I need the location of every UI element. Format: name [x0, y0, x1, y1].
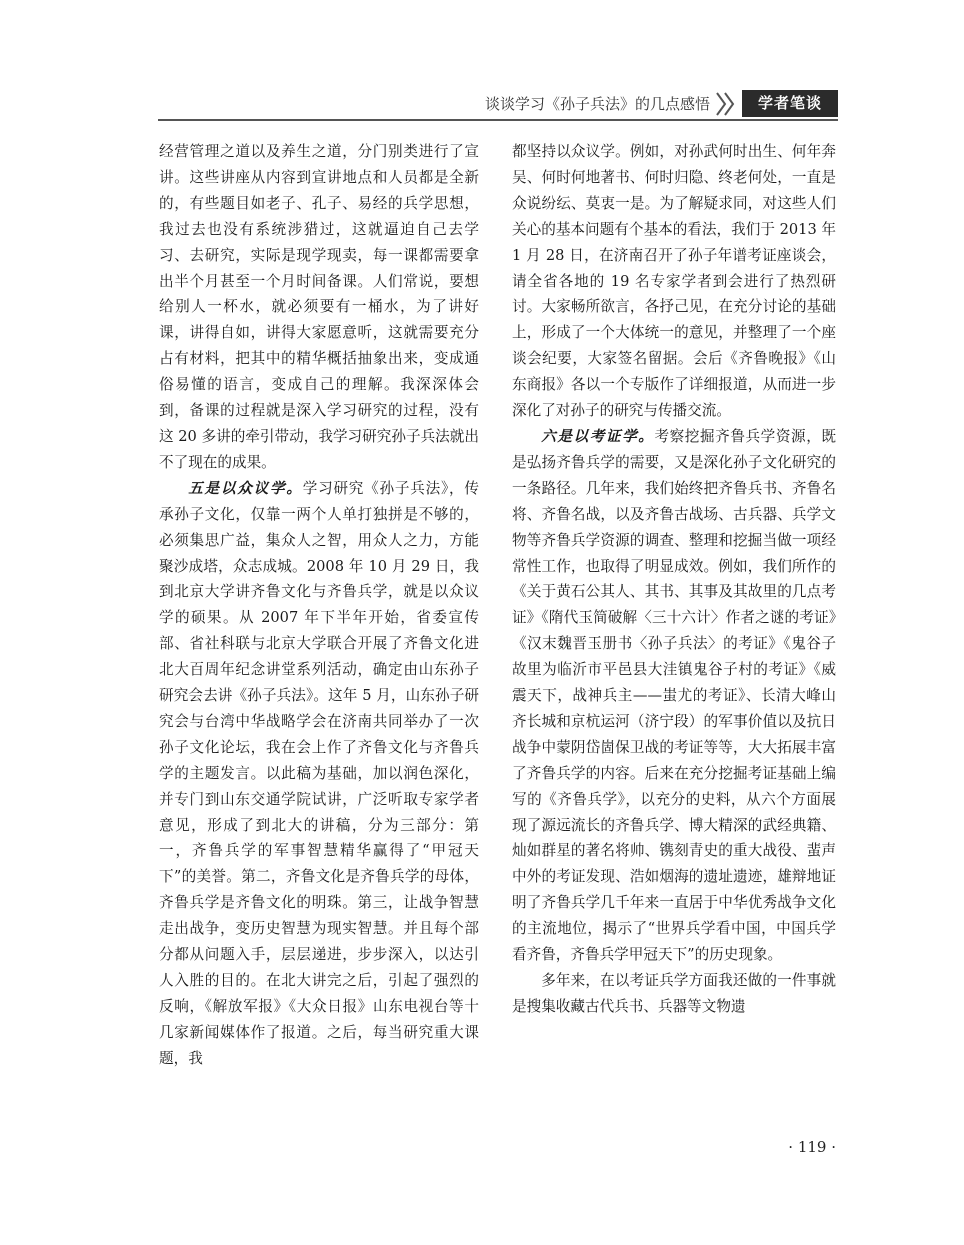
running-header: [158, 87, 838, 121]
paragraph-text: 考察挖掘齐鲁兵学资源，既是弘扬齐鲁兵学的需要，又是深化孙子文化研究的一条路径。几年来，我们始终把齐鲁兵书、齐鲁名将、齐鲁名战，以及齐鲁古战场、古兵器、兵学文物等齐鲁兵学资源的调查、整理和挖掘当做一项经常性工作，也取得了明显成效。例如，我们所作的《关于黄石公其人、其书、其事及其故里的几点考证》《隋代玉简破解〈三十六计〉作者之谜的考证》《汉末魏晋玉册书〈孙子兵法〉的考证》《鬼谷子故里为临沂市平邑县大洼镇鬼谷子村的考证》《威震天下，战神兵主——蚩尤的考证》、长清大峰山齐长城和京杭运河（济宁段）的军事价值以及抗日战争中蒙阴岱崮保卫战的考证等等，大大拓展丰富了齐鲁兵学的内容。后来在充分挖掘考证基础上编写的《齐鲁兵学》，以充分的史料，从六个方面展现了源远流长的齐鲁兵学、博大精深的武经典籍、灿如群星的著名将帅、镌刻青史的重大战役、蜚声中外的考证发现、浩如烟海的遗址遗迹，雄辩地证明了齐鲁兵学几千年来一直居于中华优秀战争文化的主流地位，揭示了“世界兵学看中国，中国兵学看齐鲁，齐鲁兵学甲冠天下”的历史现象。: [512, 427, 836, 964]
section-badge: 学者笔谈: [742, 90, 838, 117]
double-chevron-icon: [714, 91, 740, 117]
body-paragraph: [159, 476, 479, 1072]
body-paragraph: 都坚持以众议学。例如，对孙武何时出生、何年奔吴、何时何地著书、何时归隐、终老何处，一直是众说纷纭、莫衷一是。为了解疑求同，对这些人们关心的基本问题有个基本的看法，我们于 2013 年 1 月 28 日，在济南召开了孙子年谱考证座谈会，请全省各地的 19 名专家学者到会进行了热烈研讨。大家畅所欲言，各抒己见，在充分讨论的基础上，形成了一个大体统一的意见，并整理了一个座谈会纪要，大家签名留据。会后《齐鲁晚报》《山东商报》各以一个专版作了详细报道，从而进一步深化了对孙子的研究与传播交流。: [512, 143, 836, 420]
page-number: · 119 ·: [788, 1138, 836, 1156]
body-paragraph: [512, 424, 836, 968]
paragraph-lead: 六是以考证学。: [541, 427, 655, 445]
right-column: [512, 139, 836, 1020]
body-paragraph: 经营管理之道以及养生之道，分门别类进行了宣讲。这些讲座从内容到宣讲地点和人员都是全新的，有些题目如老子、孔子、易经的兵学思想，我过去也没有系统涉猎过，这就逼迫自己去学习、去研究，实际是现学现卖，每一课都需要拿出半个月甚至一个月时间备课。人们常说，要想给别人一杯水，就必须要有一桶水，为了讲好课，讲得自如，讲得大家愿意听，这就需要充分占有材料，把其中的精华概括抽象出来，变成通俗易懂的语言，变成自己的理解。我深深体会到，备课的过程就是深入学习研究的过程，没有这 20 多讲的牵引带动，我学习研究孙子兵法就出不了现在的成果。: [159, 143, 479, 471]
running-header-title: 谈谈学习《孙子兵法》的几点感悟: [484, 95, 710, 113]
paragraph-lead: 五是以众议学。: [188, 479, 303, 497]
left-column: [159, 139, 479, 1072]
paragraph-text: 学习研究《孙子兵法》，传承孙子文化，仅靠一两个人单打独拼是不够的，必须集思广益，集众人之智，用众人之力，方能聚沙成塔，众志成城。2008 年 10 月 29 日，我到北京大学讲齐鲁文化与齐鲁兵学，就是以众议学的硕果。从 2007 年下半年开始，省委宣传部、省社科联与北京大学联合开展了齐鲁文化进北大百周年纪念讲堂系列活动，确定由山东孙子研究会去讲《孙子兵法》。这年 5 月，山东孙子研究会与台湾中华战略学会在济南共同举办了一次孙子文化论坛，我在会上作了齐鲁文化与齐鲁兵学的主题发言。以此稿为基础，加以润色深化，并专门到山东交通学院试讲，广泛听取专家学者意见，形成了到北大的讲稿，分为三部分：第一，齐鲁兵学的军事智慧精华赢得了“甲冠天下”的美誉。第二，齐鲁文化是齐鲁兵学的母体，齐鲁兵学是齐鲁文化的明珠。第三，让战争智慧走出战争，变历史智慧为现实智慧。并且每个部分都从问题入手，层层递进，步步深入，以达引人入胜的目的。在北大讲完之后，引起了强烈的反响，《解放军报》《大众日报》山东电视台等十几家新闻媒体作了报道。之后，每当研究重大课题，我: [159, 479, 479, 1067]
body-paragraph: 多年来，在以考证兵学方面我还做的一件事就是搜集收藏古代兵书、兵器等文物遗: [512, 972, 836, 1015]
header-divider: [158, 119, 838, 121]
